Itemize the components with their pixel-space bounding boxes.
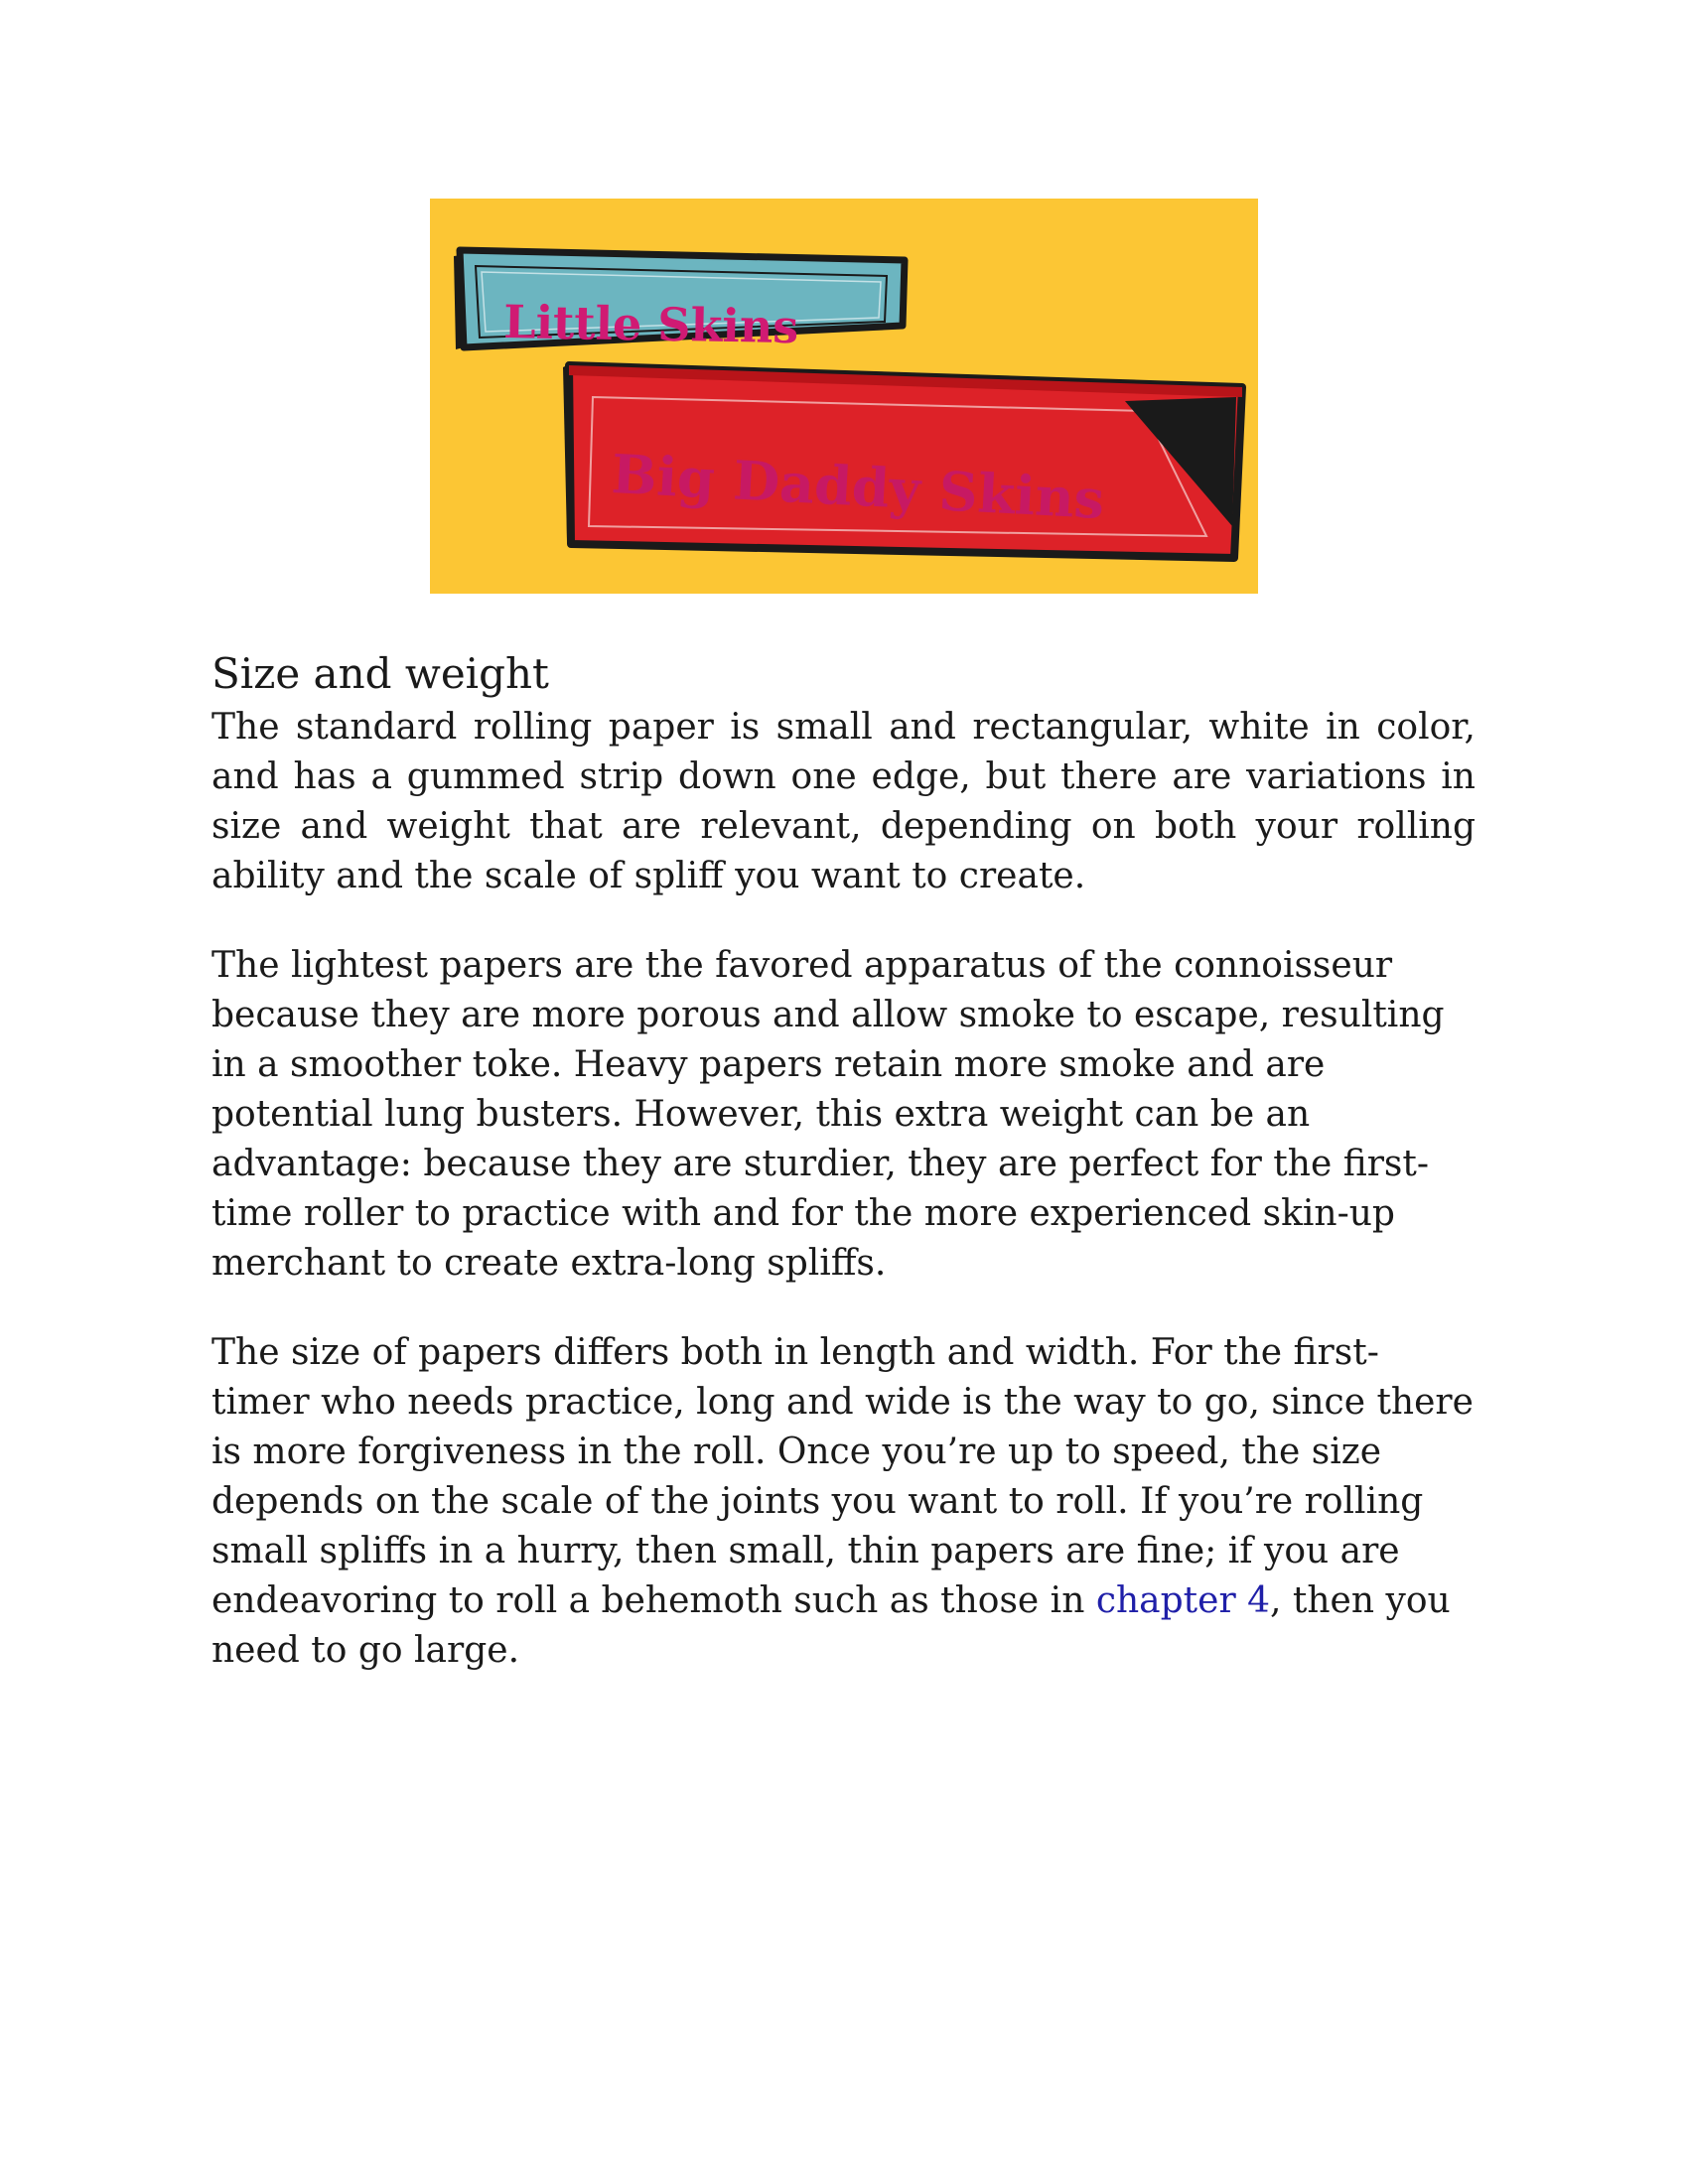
chapter-4-link[interactable]: chapter 4 [1095,1580,1271,1621]
paragraph-1: The standard rolling paper is small and rectangular, white in color, and has a gummed strip down one edge, but there are variations in size and weight that are relevant, depending on both your rolling ability and the scale of spliff you want to create. [211,707,1476,896]
rolling-papers-illustration [430,199,1258,594]
section-size-and-weight [211,645,1476,1676]
little-skins-pack [454,250,905,353]
section-heading: Size and weight [211,649,549,698]
paragraph-3-text-start: The size of papers differs both in length and width. For the first-timer who needs practice, long and wide is the way to go, since there is more forgiveness in the roll. Once you’re up to speed, the size depends on the scale of the joints you want to roll. If you’re rolling small spliffs in a hurry, then small, thin papers are fine; if you are endeavoring to roll a behemoth such as those in [211,1332,1474,1621]
little-skins-label: Little Skins [502,295,799,354]
big-daddy-skins-pack [563,363,1242,558]
paragraph-3-text-end: , then you need to go large. [211,1580,1451,1671]
big-daddy-skins-label: Big Daddy Skins [610,442,1106,531]
paragraph-2: The lightest papers are the favored apparatus of the connoisseur because they are more porous and allow smoke to escape, resulting in a smoother toke. Heavy papers retain more smoke and are potential lung busters. However, this extra weight can be an advantage: because they are sturdier, they are perfect for the first-time roller to practice with and for the more experienced skin-up merchant to create extra-long spliffs. [211,945,1445,1284]
paragraph-3 [211,1328,1476,1676]
rolling-papers-drawing [430,199,1258,594]
